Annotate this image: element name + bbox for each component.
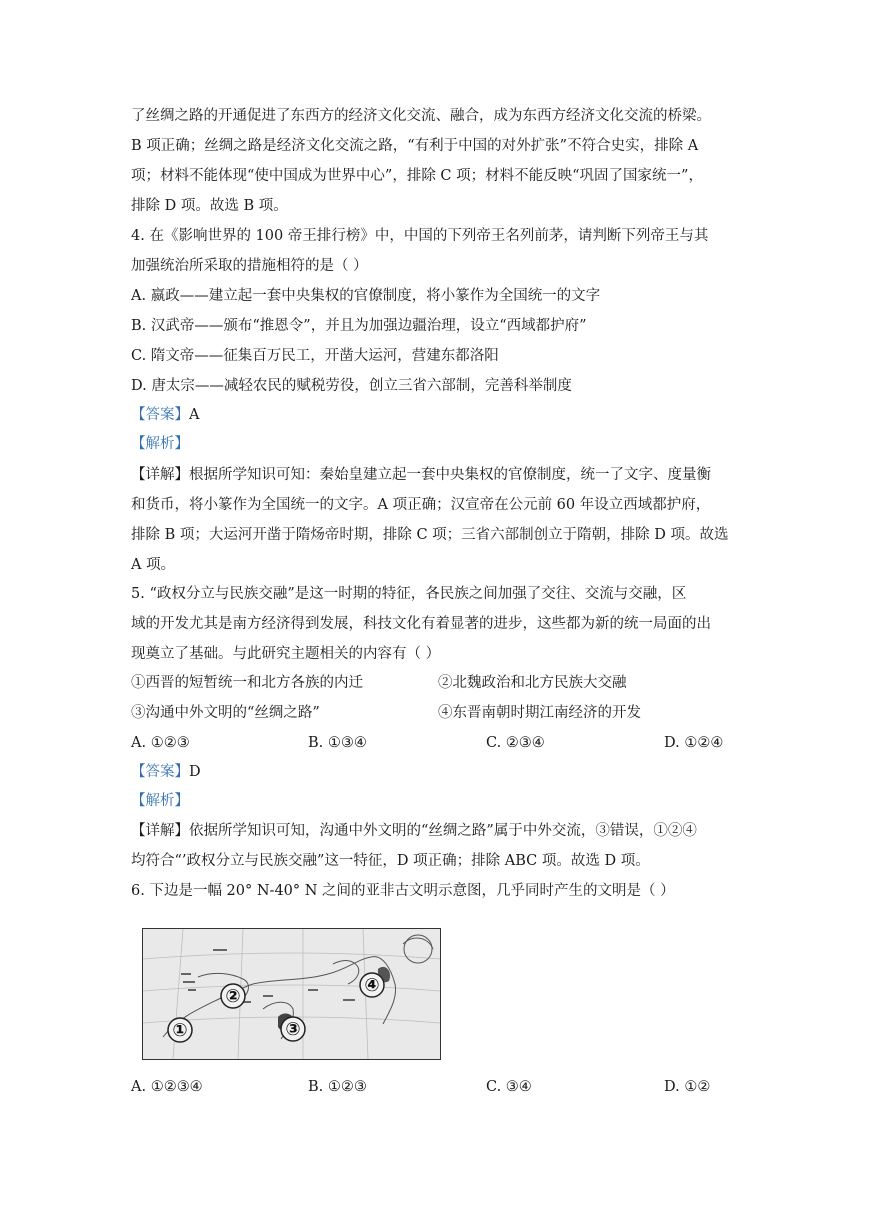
question-5-analysis-tag [131,791,189,811]
question-6-option-d: D. ①② [664,1079,711,1095]
question-5-answer [131,762,201,782]
map-marker-2-label: ② [225,986,241,1007]
question-4-detail: 和货币，将小篆作为全国统一的文字。A 项正确；汉宣帝在公元前 60 年设立西域都护府， [131,497,711,513]
question-5-stem: 域的开发尤其是南方经济得到发展，科技文化有着显著的进步，这些都为新的统一局面的出 [131,616,711,632]
question-4-option-b: B. 汉武帝——颁布“推恩令”，并且为加强边疆治理，设立“西域都护府” [131,318,587,334]
detail-tag: 【详解】 [131,823,189,839]
question-4-option-a: A. 嬴政——建立起一套中央集权的官僚制度，将小篆作为全国统一的文字 [131,288,601,304]
question-4-detail: A 项。 [131,557,176,573]
question-6-option-b: B. ①②③ [308,1079,367,1095]
analysis-tag: 【解析】 [131,793,189,809]
map-marker-1-label: ① [172,1020,188,1041]
question-5-detail [131,821,697,841]
question-4-option-c: C. 隋文帝——征集百万民工，开凿大运河，营建东都洛阳 [131,348,499,364]
question-4-option-d: D. 唐太宗——减轻农民的赋税劳役，创立三省六部制，完善科举制度 [131,378,572,394]
text-line: B 项正确；丝绸之路是经济文化交流之路，“有利于中国的对外扩张”不符合史实，排除 A [131,138,699,154]
answer-value: A [189,407,200,423]
question-4-analysis-tag [131,434,189,454]
question-5-stem: 5. “政权分立与民族交融”是这一时期的特征，各民族之间加强了交往、交流与交融，区 [131,586,687,602]
answer-tag: 【答案】 [131,764,189,780]
answer-value: D [189,764,201,780]
question-4-stem: 加强统治所采取的措施相符的是（ ） [131,258,368,274]
analysis-tag: 【解析】 [131,436,189,452]
detail-text: 依据所学知识可知，沟通中外文明的“丝绸之路”属于中外交流，③错误，①②④ [189,823,697,839]
question-5-option-d: D. ①②④ [664,735,724,751]
question-5-item-3: ③沟通中外文明的“丝绸之路” [131,705,320,721]
detail-tag: 【详解】 [131,467,189,483]
question-6-option-a: A. ①②③④ [131,1079,203,1095]
question-6-stem: 6. 下边是一幅 20° N-40° N 之间的亚非古文明示意图，几乎同时产生的文明是（ ） [131,883,675,899]
text-line: 项；材料不能体现“使中国成为世界中心”，排除 C 项；材料不能反映“巩固了国家统一”， [131,168,703,184]
map-marker-4-label: ④ [364,975,380,996]
question-5-option-b: B. ①③④ [308,735,367,751]
question-5-option-a: A. ①②③ [131,735,190,751]
map-drawing [143,929,440,1059]
question-6-option-c: C. ③④ [486,1079,532,1095]
question-4-stem: 4. 在《影响世界的 100 帝王排行榜》中，中国的下列帝王名列前茅，请判断下列帝王与其 [131,228,709,244]
question-5-stem: 现奠立了基础。与此研究主题相关的内容有（ ） [131,646,441,662]
question-4-detail: 排除 B 项；大运河开凿于隋炀帝时期，排除 C 项；三省六部制创立于隋朝，排除 D 项。故选 [131,527,729,543]
question-5-option-c: C. ②③④ [486,735,545,751]
question-5-item-4: ④东晋南朝时期江南经济的开发 [438,705,641,721]
text-line: 了丝绸之路的开通促进了东西方的经济文化交流、融合，成为东西方经济文化交流的桥梁。 [131,108,711,124]
question-5-item-2: ②北魏政治和北方民族大交融 [438,675,627,691]
detail-text: 根据所学知识可知：秦始皇建立起一套中央集权的官僚制度，统一了文字、度量衡 [189,467,711,483]
question-4-answer [131,405,199,425]
question-4-detail [131,465,711,485]
question-5-item-1: ①西晋的短暂统一和北方各族的内迁 [131,675,363,691]
question-5-detail: 均符合“’政权分立与民族交融”这一特征，D 项正确；排除 ABC 项。故选 D 项。 [131,853,650,869]
answer-tag: 【答案】 [131,407,189,423]
civilization-map-image [142,928,441,1060]
text-line: 排除 D 项。故选 B 项。 [131,198,288,214]
map-marker-3-label: ③ [285,1019,301,1040]
